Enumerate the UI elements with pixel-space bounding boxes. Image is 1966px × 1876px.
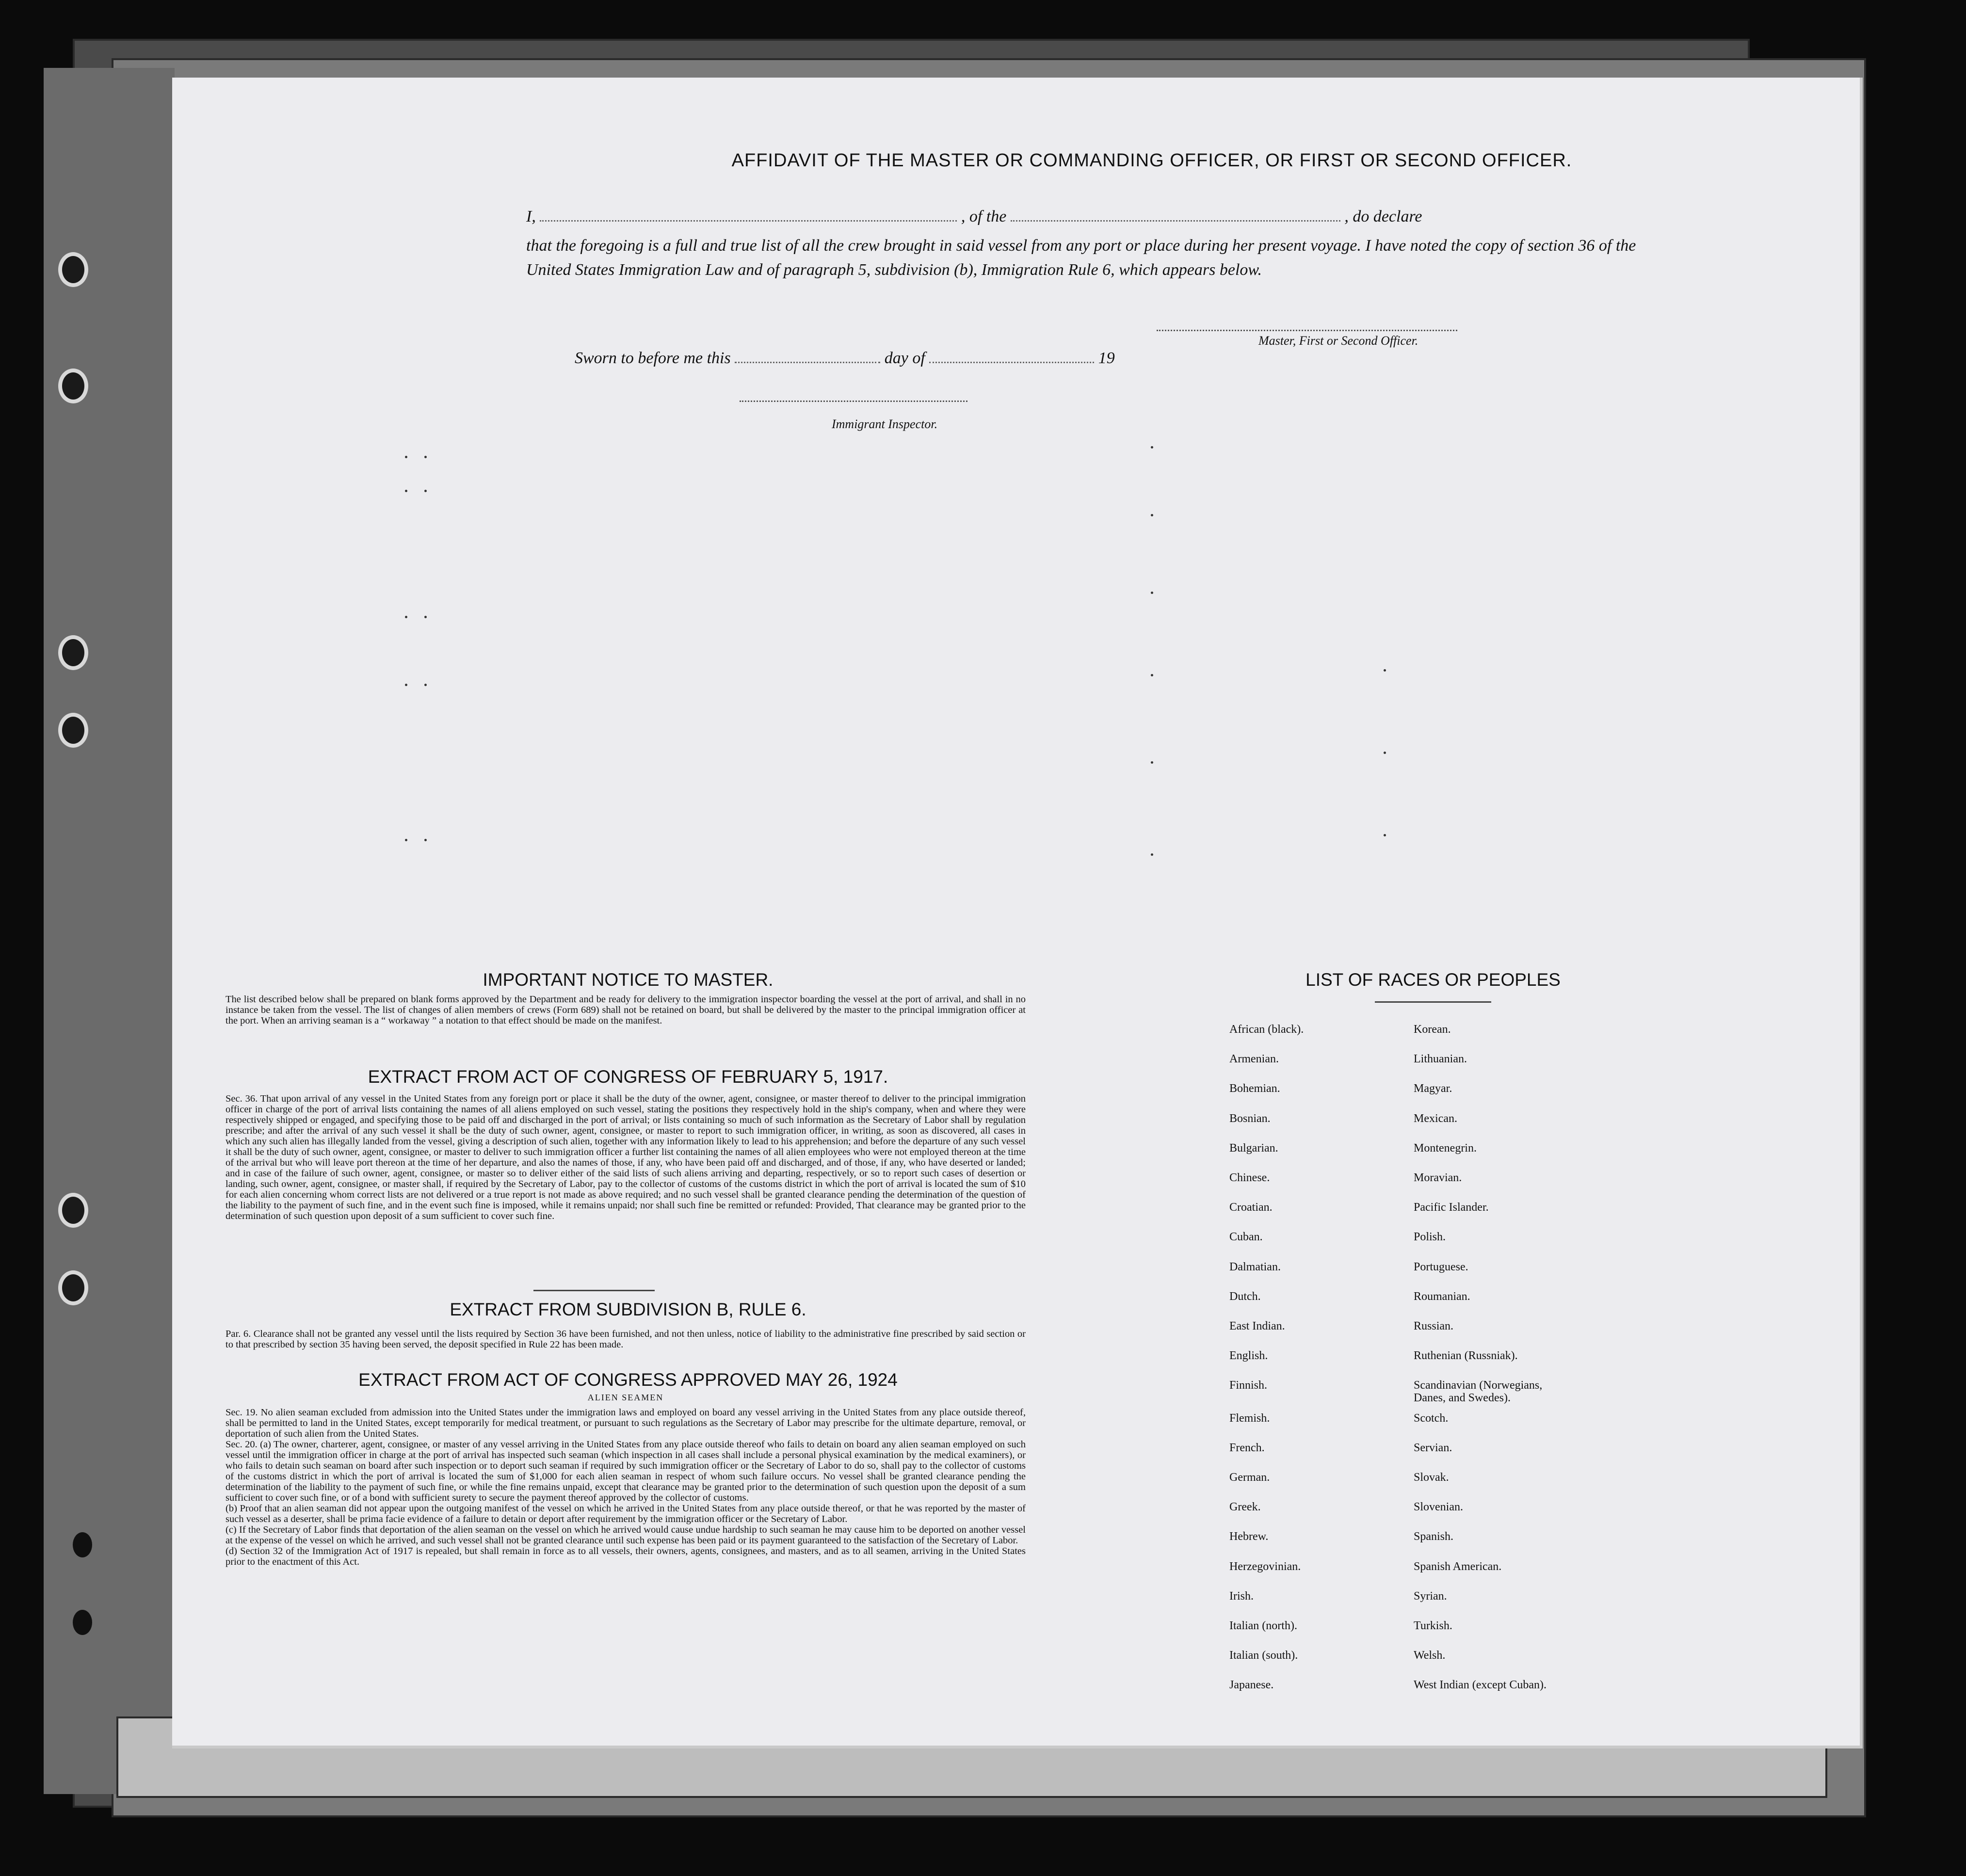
of-the-label: , of the <box>961 208 1007 225</box>
form-page <box>172 78 1863 1748</box>
punch-hole-icon <box>73 1610 92 1635</box>
race-list-item: Slovak. <box>1414 1471 1449 1484</box>
race-list-item: Slovenian. <box>1414 1501 1463 1514</box>
race-list-item: Japanese. <box>1229 1679 1274 1692</box>
month-blank[interactable] <box>929 357 1094 363</box>
year-label: 19 <box>1098 349 1115 367</box>
subdivision-title: EXTRACT FROM SUBDIVISION B, RULE 6. <box>450 1299 806 1319</box>
do-declare-label: , do declare <box>1344 208 1422 225</box>
race-list-item: Scotch. <box>1414 1411 1449 1425</box>
race-list-item: Cuban. <box>1229 1231 1263 1244</box>
race-list-item: Ruthenian (Russniak). <box>1414 1349 1518 1363</box>
race-list-item: Korean. <box>1414 1023 1451 1036</box>
day-of-label: day of <box>884 349 925 367</box>
declaration-first-line <box>526 205 1637 229</box>
race-list-item: English. <box>1229 1349 1268 1363</box>
race-list-item: Welsh. <box>1414 1649 1446 1662</box>
notice-title: IMPORTANT NOTICE TO MASTER. <box>483 970 774 990</box>
punch-hole-icon <box>73 1532 92 1557</box>
race-list-item: Spanish American. <box>1414 1560 1502 1573</box>
vessel-blank[interactable] <box>1011 215 1340 222</box>
race-list-item: Magyar. <box>1414 1082 1452 1095</box>
subdivision-body: Par. 6. Clearance shall not be granted any vessel until the lists required by Section 36 have been furnished, and not then unless, notice of liability to the administrative fine prescribed by said section or to that prescribed by section 35 having been served, the deposit specified in Rule 22 has been made. <box>226 1329 1026 1350</box>
section-divider <box>1375 1001 1491 1003</box>
race-list-item: Bohemian. <box>1229 1082 1280 1095</box>
race-list-item: French. <box>1229 1441 1265 1454</box>
act-1924-title: EXTRACT FROM ACT OF CONGRESS APPROVED MAY 26, 1924 <box>358 1370 898 1390</box>
sworn-line <box>575 349 1115 368</box>
race-list-item: Lithuanian. <box>1414 1053 1467 1066</box>
alien-seamen-heading: ALIEN SEAMEN <box>587 1393 664 1402</box>
race-list-item: Russian. <box>1414 1320 1454 1332</box>
race-list-item: Greek. <box>1229 1501 1261 1514</box>
race-list-item: East Indian. <box>1229 1320 1285 1332</box>
race-list-item: Portuguese. <box>1414 1260 1468 1273</box>
day-blank[interactable] <box>735 357 880 363</box>
race-list-item: Polish. <box>1414 1231 1446 1244</box>
race-list-item: Chinese. <box>1229 1171 1270 1184</box>
notice-body: The list described below shall be prepared on blank forms approved by the Department and be ready for delivery to the immigration inspector boarding the vessel at the port of arrival, and shall in no instance be taken from the vessel. The list of changes of alien members of crews (Form 689) shall not be retained on board, but shall be delivered by the master to the principal immigration officer at the port. When an arriving seaman is a “ workaway ” a notation to that effect should be made on the manifest. <box>226 994 1026 1026</box>
race-list-item: Bosnian. <box>1229 1112 1271 1125</box>
sworn-label: Sworn to before me this <box>575 349 731 367</box>
race-list-item: West Indian (except Cuban). <box>1414 1679 1547 1692</box>
race-list-item: Dutch. <box>1229 1290 1261 1303</box>
master-signature-label: Master, First or Second Officer. <box>1258 334 1418 348</box>
race-list-item: Herzegovinian. <box>1229 1560 1301 1573</box>
binder-ring-icon <box>58 252 88 287</box>
name-blank[interactable] <box>540 215 957 222</box>
race-list-item: Flemish. <box>1229 1411 1270 1425</box>
act-1924-body: Sec. 19. No alien seaman excluded from admission into the United States under the immigration laws and employed on board any vessel arriving in the United States from any place outside thereof, shall be permitted to land in the United States, except temporarily for medical treatment, or pursuant to such regulations as the Secretary of Labor may prescribe for the ultimate departure, removal, or deportation of such alien from the United States. Sec. 20. (a) The owner, charterer, agent, consignee, or master of any vessel arriving in the United States from any place outside thereof who fails to detain on board any alien seaman employed on such vessel until the immigration officer in charge at the port of arrival has inspected such seaman (which inspection in all cases shall include a personal physical examination by the medical examiners), or who fails to detain such seaman on board after such inspection or to deport such seaman if required by such immigration officer or the Secretary of Labor to do so, shall pay to the collector of customs of the customs district in which the port of arrival is located the sum of $1,000 for each alien seaman in respect of whom such failure occurs. No vessel shall be granted clearance pending the determination of the liability to the payment of such fine, or while the fine remains unpaid, except that clearance may be granted prior to the determination of such question upon the deposit of a sum sufficient to cover such fine, or of a bond with sufficient surety to secure the payment thereof approved by the collector of customs. (b) Proof that an alien seaman did not appear upon the outgoing manifest of the vessel on which he arrived in the United States from any place outside thereof, or that he was reported by the master of such vessel as a deserter, shall be prima facie evidence of a failure to detain or deport after requirement by the immigration officer or the Secretary of Labor. (c) If the Secretary of Labor finds that deportation of the alien seaman on the vessel on which he arrived would cause undue hardship to such seaman he may cause him to be deported on another vessel at the expense of the vessel on which he arrived, and such vessel shall not be granted clearance until such expense has been paid or its payment guaranteed to the satisfaction of the Secretary of Labor. (d) Section 32 of the Immigration Act of 1917 is repealed, but shall remain in force as to all vessels, their owners, agents, consignees, and masters, and as to all seamen, arriving in the United States prior to the enactment of this Act. <box>226 1407 1026 1567</box>
affidavit-title: AFFIDAVIT OF THE MASTER OR COMMANDING OFFICER, OR FIRST OR SECOND OFFICER. <box>731 150 1572 171</box>
section-divider <box>533 1290 655 1291</box>
binder-ring-icon <box>58 713 88 748</box>
race-list-item: Turkish. <box>1414 1619 1452 1632</box>
act-1917-body: Sec. 36. That upon arrival of any vessel in the United States from any foreign port or place it shall be the duty of the owner, agent, consignee, or master thereof to deliver to the principal immigration officer in charge of the port of arrival lists containing the names of all aliens employed on such vessel, stating the positions they respectively hold in the ship's company, when and where they were respectively shipped or engaged, and specifying those to be paid off and discharged in the port of arrival; or lists containing so much of such information as the Secretary of Labor shall by regulation prescribe; and after the arrival of any such vessel it shall be the duty of such owner, agent, consignee, or master to report to such immigration officer, in writing, as soon as discovered, all cases in which any such alien has illegally landed from the vessel, giving a description of such alien, together with any information likely to lead to his apprehension; and before the departure of any such vessel it shall be the duty of such owner, agent, consignee, or master to deliver to such immigration officer a further list containing the names of all alien employees who were not employed thereon at the time of the arrival but who will leave port thereon at the time of her departure, and also the names of those, if any, who have been paid off and discharged, and of those, if any, who have deserted or landed; and in case of the failure of such owner, agent, consignee, or master so to deliver either of the said lists of such aliens arriving and departing, respectively, or so to report such cases of desertion or landing, such owner, agent, consignee, or master shall, if required by the Secretary of Labor, pay to the collector of customs of the customs district in which the port of arrival is located the sum of $10 for each alien concerning whom correct lists are not delivered or a true report is not made as above required; and no such vessel shall be granted clearance pending the determination of the question of the liability to the payment of such fine, and in the event such fine is imposed, while it remains unpaid; nor shall such fine be remitted or refunded: Provided, That clearance may be granted prior to the determination of such question upon deposit of a sum sufficient to cover such fine. <box>226 1093 1026 1221</box>
race-list-item: Irish. <box>1229 1589 1254 1603</box>
race-list-item: Montenegrin. <box>1414 1141 1477 1154</box>
race-list-item: Roumanian. <box>1414 1290 1470 1303</box>
binder-ring-icon <box>58 1193 88 1228</box>
binder-ring-icon <box>58 635 88 670</box>
race-list-item: Italian (south). <box>1229 1649 1298 1662</box>
race-list-item: Bulgarian. <box>1229 1141 1278 1154</box>
race-list-item: German. <box>1229 1471 1270 1484</box>
race-list-item: Spanish. <box>1414 1530 1454 1543</box>
race-list-item: Finnish. <box>1229 1379 1268 1392</box>
race-list-item: Pacific Islander. <box>1414 1201 1489 1214</box>
race-list-item: Moravian. <box>1414 1171 1462 1184</box>
inspector-signature-line[interactable] <box>740 401 967 402</box>
binder-ring-icon <box>58 369 88 403</box>
race-list-item: Scandinavian (Norwegians, Danes, and Swedes). <box>1414 1379 1543 1405</box>
binding-strip <box>44 68 175 1794</box>
race-list-item: Hebrew. <box>1229 1530 1269 1543</box>
master-signature-line[interactable] <box>1157 330 1457 331</box>
race-list-item: Armenian. <box>1229 1053 1279 1066</box>
race-list-item: Servian. <box>1414 1441 1452 1454</box>
inspector-label: Immigrant Inspector. <box>832 417 938 431</box>
act-1917-title: EXTRACT FROM ACT OF CONGRESS OF FEBRUARY 5, 1917. <box>368 1067 888 1087</box>
binder-ring-icon <box>58 1270 88 1305</box>
race-list-item: Italian (north). <box>1229 1619 1297 1632</box>
race-list-item: Syrian. <box>1414 1589 1447 1603</box>
race-list-item: Mexican. <box>1414 1112 1457 1125</box>
races-title: LIST OF RACES OR PEOPLES <box>1305 970 1561 990</box>
i-label: I, <box>526 208 536 225</box>
race-list-item: African (black). <box>1229 1023 1304 1036</box>
declaration-body: that the foregoing is a full and true list of all the crew brought in said vessel from any port or place during her present voyage. I have noted the copy of section 36 of the United States Immigration Law and of paragraph 5, subdivision (b), Immigration Rule 6, which appears below. <box>526 237 1636 279</box>
race-list-item: Croatian. <box>1229 1201 1273 1214</box>
race-list-item: Dalmatian. <box>1229 1260 1281 1273</box>
